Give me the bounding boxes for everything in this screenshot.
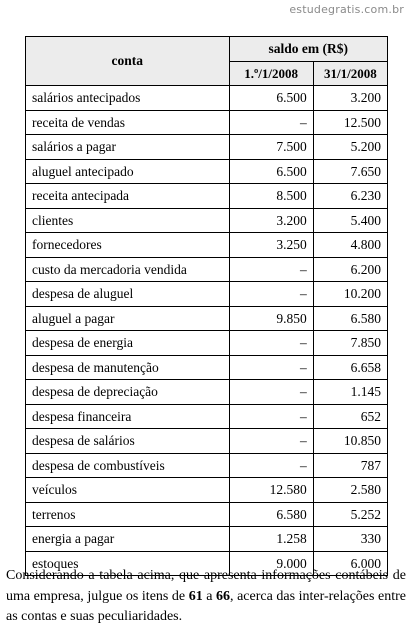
account-name-cell: despesa de depreciação <box>26 380 230 405</box>
table-row <box>26 208 388 233</box>
balance-jan31-cell: 6.230 <box>313 184 387 209</box>
balance-jan1-cell: – <box>229 404 313 429</box>
header-date-2: 31/1/2008 <box>313 61 387 86</box>
balance-jan31-cell: 6.200 <box>313 257 387 282</box>
balance-jan1-cell: 1.258 <box>229 527 313 552</box>
balance-jan1-cell: 9.850 <box>229 306 313 331</box>
table-row <box>26 233 388 258</box>
watermark: estudegratis.com.br <box>289 3 404 16</box>
table-row <box>26 527 388 552</box>
balance-jan1-cell: – <box>229 331 313 356</box>
header-saldo: saldo em (R$) <box>229 37 387 62</box>
account-name-cell: despesa de aluguel <box>26 282 230 307</box>
account-name-cell: estoques <box>26 551 230 576</box>
table-row <box>26 331 388 356</box>
header-conta: conta <box>26 37 230 86</box>
account-name-cell: despesa de salários <box>26 429 230 454</box>
table-row <box>26 380 388 405</box>
table-row <box>26 110 388 135</box>
balance-jan31-cell: 4.800 <box>313 233 387 258</box>
header-date-1: 1.º/1/2008 <box>229 61 313 86</box>
table-row <box>26 184 388 209</box>
balance-jan1-cell: 3.250 <box>229 233 313 258</box>
account-name-cell: veículos <box>26 478 230 503</box>
question-caption <box>6 566 406 628</box>
caption-item-start: 61 <box>188 588 203 604</box>
balance-jan1-cell: – <box>229 453 313 478</box>
balance-jan1-cell: 9.000 <box>229 551 313 576</box>
header-row-top <box>26 37 388 62</box>
table-row <box>26 478 388 503</box>
caption-text-1: Considerando a tabela acima, que apresenta informações contábeis de uma empresa, julgue os itens de <box>6 568 406 604</box>
table-row <box>26 453 388 478</box>
account-name-cell: receita antecipada <box>26 184 230 209</box>
account-name-cell: custo da mercadoria vendida <box>26 257 230 282</box>
balance-jan31-cell: 652 <box>313 404 387 429</box>
balance-jan1-cell: – <box>229 429 313 454</box>
table-row <box>26 502 388 527</box>
balance-jan31-cell: 10.200 <box>313 282 387 307</box>
account-name-cell: despesa de combustíveis <box>26 453 230 478</box>
balance-jan1-cell: – <box>229 282 313 307</box>
balance-jan31-cell: 6.580 <box>313 306 387 331</box>
account-name-cell: aluguel a pagar <box>26 306 230 331</box>
balance-jan1-cell: 6.500 <box>229 159 313 184</box>
account-name-cell: despesa financeira <box>26 404 230 429</box>
balance-jan31-cell: 10.850 <box>313 429 387 454</box>
account-name-cell: aluguel antecipado <box>26 159 230 184</box>
account-name-cell: receita de vendas <box>26 110 230 135</box>
balance-jan1-cell: 7.500 <box>229 135 313 160</box>
balance-jan31-cell: 5.400 <box>313 208 387 233</box>
balance-jan1-cell: – <box>229 355 313 380</box>
table-body <box>26 86 388 576</box>
balance-jan31-cell: 330 <box>313 527 387 552</box>
accounts-table <box>25 36 388 576</box>
balance-jan31-cell: 787 <box>313 453 387 478</box>
balance-jan1-cell: 12.580 <box>229 478 313 503</box>
account-name-cell: terrenos <box>26 502 230 527</box>
balance-jan31-cell: 5.200 <box>313 135 387 160</box>
table-row <box>26 86 388 111</box>
account-name-cell: salários antecipados <box>26 86 230 111</box>
table-row <box>26 257 388 282</box>
account-name-cell: clientes <box>26 208 230 233</box>
balance-jan31-cell: 3.200 <box>313 86 387 111</box>
caption-text-2: a <box>202 588 217 604</box>
table-row <box>26 404 388 429</box>
balance-jan1-cell: – <box>229 380 313 405</box>
balance-jan1-cell: 6.500 <box>229 86 313 111</box>
caption-text-3: , acerca das inter-relações entre as contas e suas peculiaridades. <box>6 588 407 624</box>
balance-jan31-cell: 6.658 <box>313 355 387 380</box>
balance-jan31-cell: 6.000 <box>313 551 387 576</box>
table-row <box>26 135 388 160</box>
balance-jan31-cell: 12.500 <box>313 110 387 135</box>
table-row <box>26 159 388 184</box>
balance-jan1-cell: – <box>229 110 313 135</box>
balance-jan31-cell: 2.580 <box>313 478 387 503</box>
balance-jan31-cell: 7.850 <box>313 331 387 356</box>
account-name-cell: despesa de energia <box>26 331 230 356</box>
account-name-cell: salários a pagar <box>26 135 230 160</box>
table-row <box>26 306 388 331</box>
account-name-cell: despesa de manutenção <box>26 355 230 380</box>
account-name-cell: fornecedores <box>26 233 230 258</box>
account-name-cell: energia a pagar <box>26 527 230 552</box>
balance-jan31-cell: 1.145 <box>313 380 387 405</box>
table-row <box>26 429 388 454</box>
balance-jan1-cell: 3.200 <box>229 208 313 233</box>
balance-jan1-cell: – <box>229 257 313 282</box>
table-row <box>26 355 388 380</box>
balance-jan1-cell: 6.580 <box>229 502 313 527</box>
balance-jan31-cell: 7.650 <box>313 159 387 184</box>
balance-jan1-cell: 8.500 <box>229 184 313 209</box>
table-row <box>26 282 388 307</box>
balance-jan31-cell: 5.252 <box>313 502 387 527</box>
caption-item-end: 66 <box>216 588 231 604</box>
